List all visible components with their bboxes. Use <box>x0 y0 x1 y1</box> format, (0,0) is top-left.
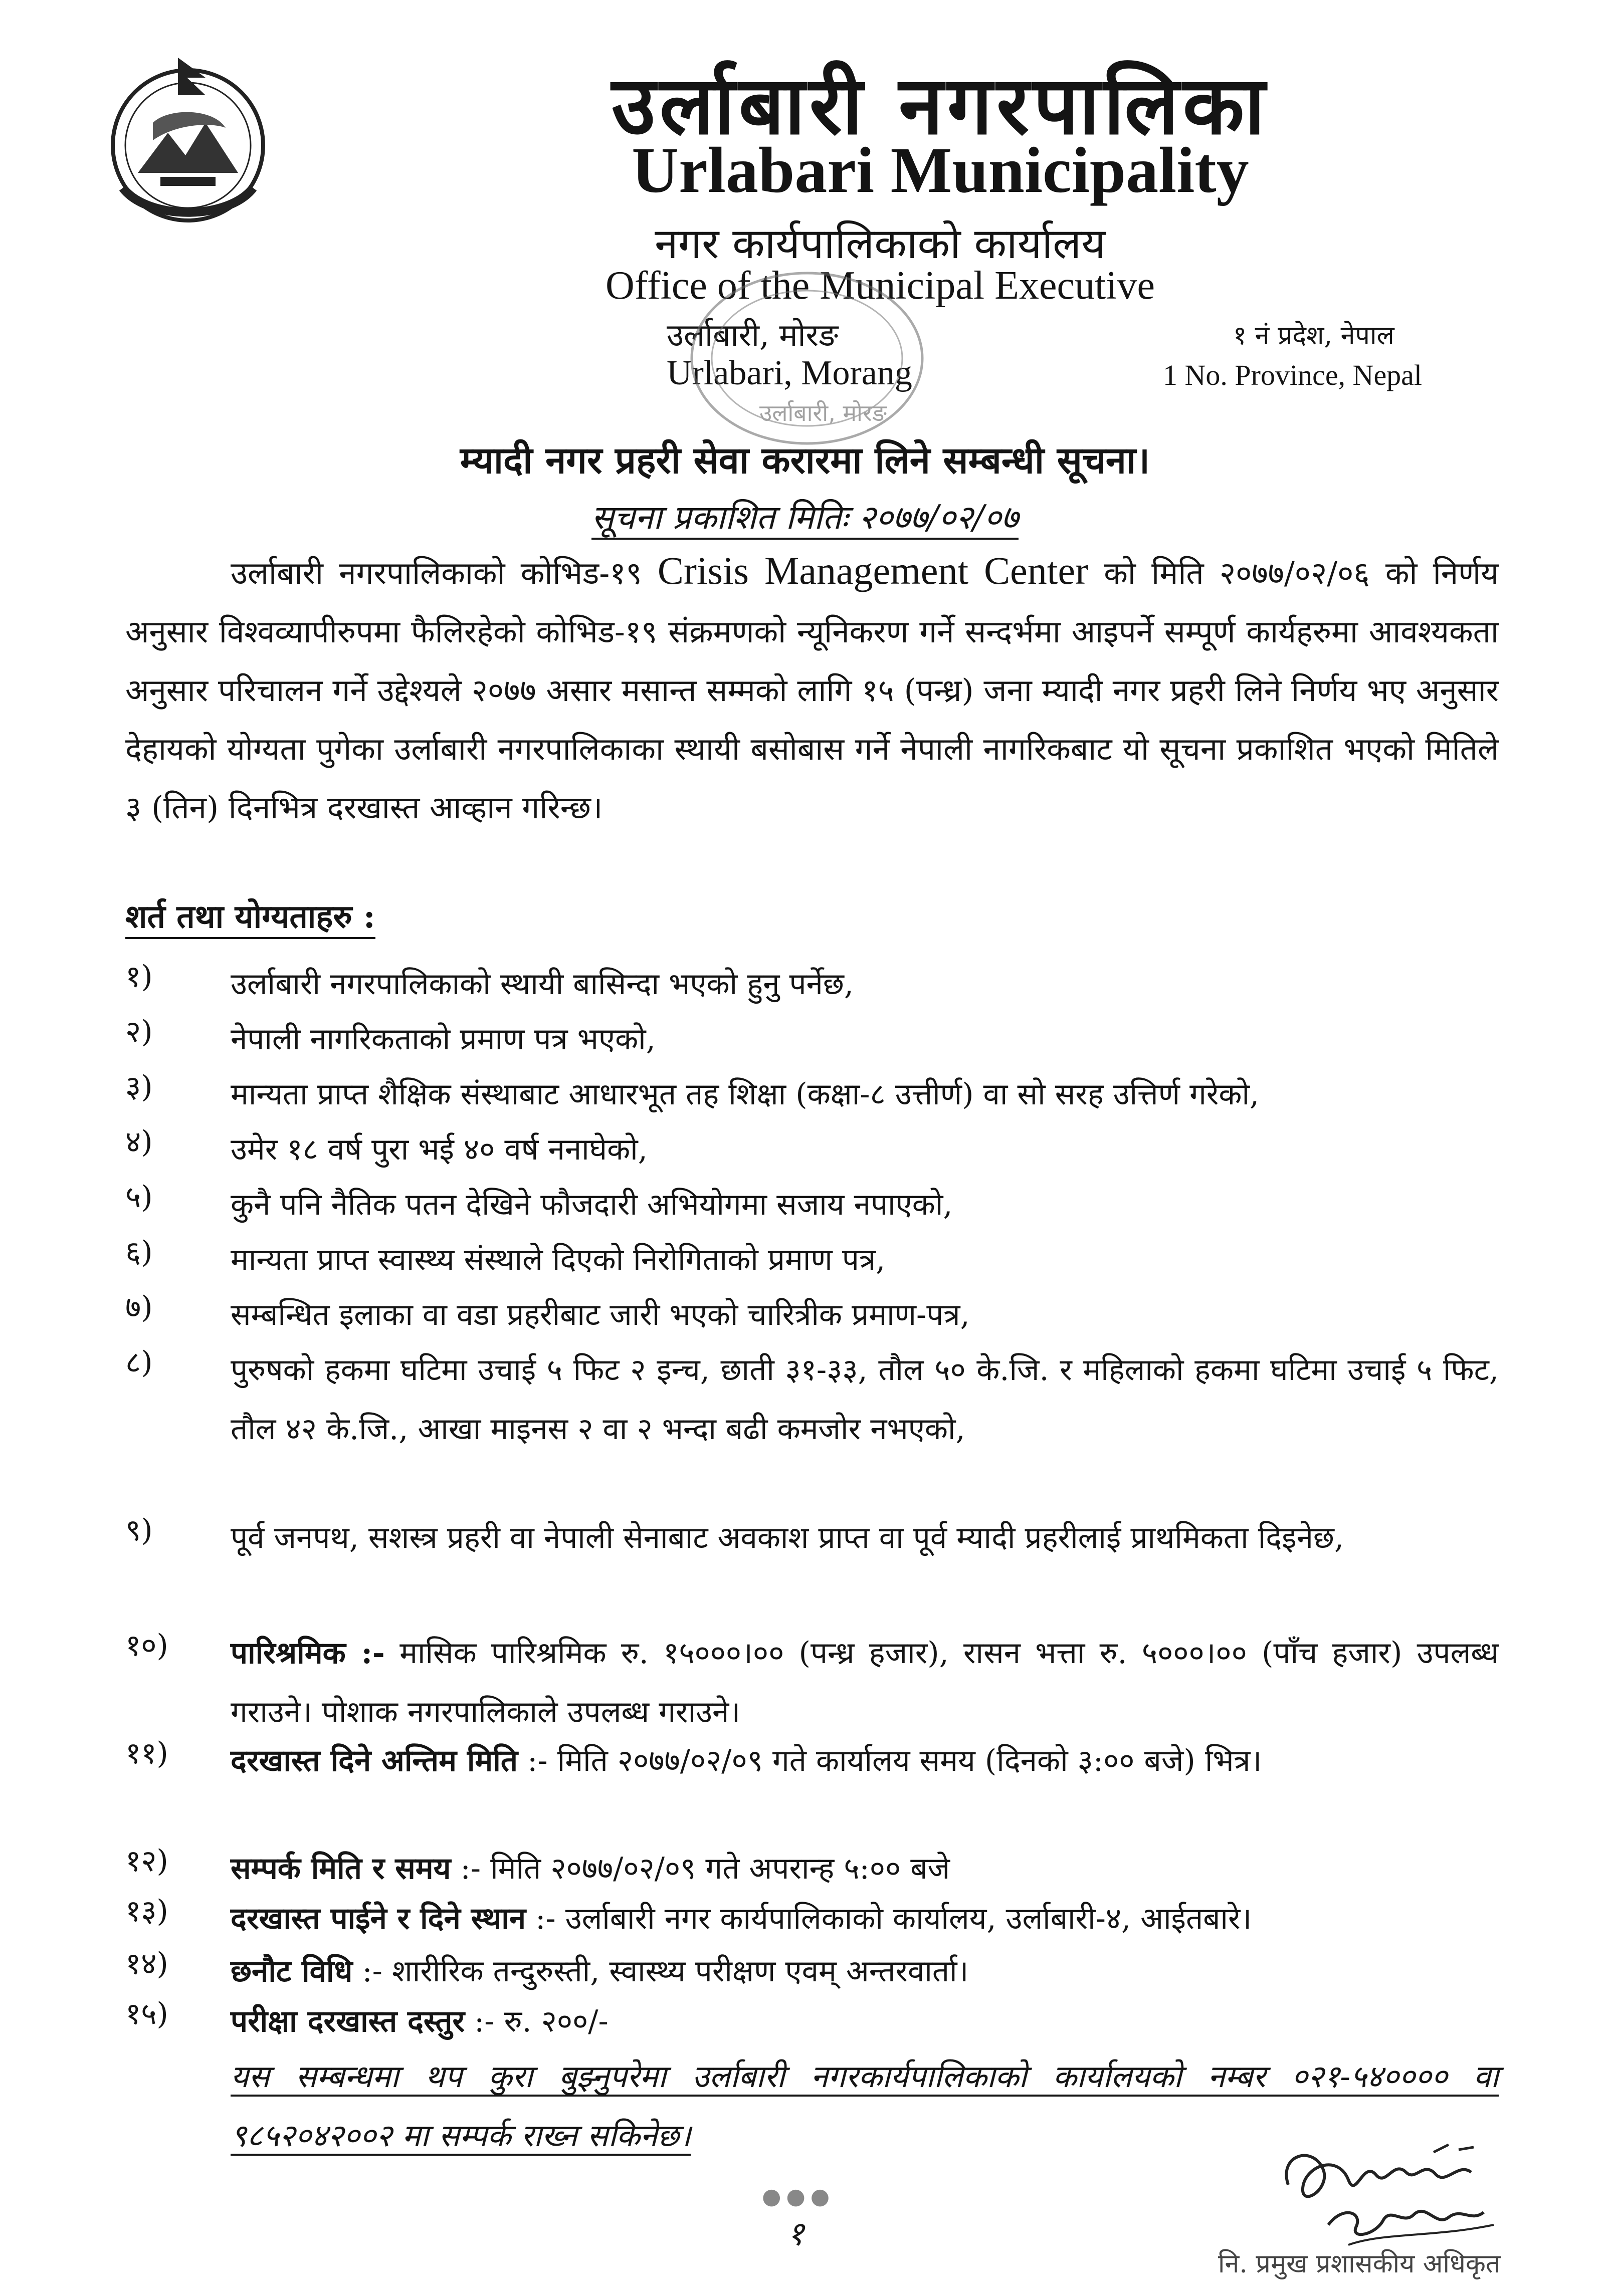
item-number: ५) <box>125 1180 153 1215</box>
item-number: १५) <box>125 1996 168 2031</box>
item-text <box>231 1340 1499 1459</box>
item-body: :- उर्लाबारी नगर कार्यपालिकाको कार्यालय, उर्लाबारी-४, आईतबारे। <box>526 1901 1252 1936</box>
item-text <box>231 1731 1499 1790</box>
signature-caption: नि. प्रमुख प्रशासकीय अधिकृत <box>1218 2249 1501 2279</box>
item-text <box>231 1010 1499 1069</box>
item-label: सम्पर्क मिति र समय <box>231 1851 451 1886</box>
item-label: दरखास्त दिने अन्तिम मिति <box>231 1743 518 1778</box>
item-text <box>231 1065 1499 1124</box>
notice-paragraph <box>125 541 1499 837</box>
item-body: कुनै पनि नैतिक पतन देखिने फौजदारी अभियोगमा सजाय नपाएको, <box>231 1187 953 1222</box>
item-number: ६) <box>125 1235 153 1270</box>
item-number: १३) <box>125 1894 168 1929</box>
province-nepali: १ नं प्रदेश, नेपाल <box>1233 321 1394 351</box>
address-english: Urlabari, Morang <box>667 354 912 392</box>
paragraph-part-2: को मिति २०७७/०२/०६ को निर्णय अनुसार विश्वव्यापीरुपमा फैलिरहेको कोभिड-१९ संक्रमणको न्यूनिकरण गर्ने सन्दर्भमा आइपर्ने सम्पूर्ण कार्यहरुमा आवश्यकता अनुसार परिचालन गर्ने उद्देश्यले २०७७ असार मसान्त सम्मको लागि १५ (पन्ध्र) जना म्यादी नगर प्रहरी लिने निर्णय भए अनुसार देहायको योग्यता पुगेका उर्लाबारी नगरपालिकाका स्थायी बसोबास गर्ने नेपाली नागरिकबाट यो सूचना प्रकाशित भएको मितिले ३ (तिन) दिनभित्र दरखास्त आव्हान गरिन्छ। <box>125 555 1499 826</box>
item-text <box>231 1508 1499 1567</box>
item-text <box>231 1230 1499 1289</box>
conditions-heading: शर्त तथा योग्यताहरु : <box>125 897 375 939</box>
item-body: पुरुषको हकमा घटिमा उचाई ५ फिट २ इन्च, छाती ३१-३३, तौल ५० के.जि. र महिलाको हकमा घटिमा उचाई ५ फिट, तौल ४२ के.जि., आखा माइनस २ वा २ भन्दा बढी कमजोर नभएको, <box>231 1352 1499 1447</box>
item-number: १०) <box>125 1628 168 1663</box>
item-number: ८) <box>125 1345 153 1380</box>
address-nepali: उर्लाबारी, मोरङ <box>667 317 839 353</box>
item-text <box>231 955 1499 1014</box>
item-number: ७) <box>125 1290 153 1325</box>
item-body: उर्लाबारी नगरपालिकाको स्थायी बासिन्दा भएको हुनु पर्नेछ, <box>231 967 854 1002</box>
item-number: १) <box>125 959 153 994</box>
item-number: ३) <box>125 1069 153 1104</box>
item-body: उमेर १८ वर्ष पुरा भई ४० वर्ष ननाघेको, <box>231 1132 648 1167</box>
province-english: 1 No. Province, Nepal <box>1163 359 1423 391</box>
published-date-text: सूचना प्रकाशित मितिः २०७७/०२/०७ <box>591 498 1019 540</box>
item-body: नेपाली नागरिकताको प्रमाण पत्र भएको, <box>231 1022 656 1057</box>
item-text <box>231 1992 1499 2051</box>
item-body: :- मिति २०७७/०२/०९ गते कार्यालय समय (दिनको ३:०० बजे) भित्र। <box>518 1743 1262 1778</box>
office-name-nepali: नगर कार्यपालिकाको कार्यालय <box>655 219 1106 268</box>
municipality-title-nepali: उर्लाबारी नगरपालिका <box>612 58 1269 152</box>
item-label: दरखास्त पाईने र दिने स्थान <box>231 1901 526 1936</box>
item-text <box>231 1175 1499 1234</box>
item-body: मान्यता प्राप्त शैक्षिक संस्थाबाट आधारभूत तह शिक्षा (कक्षा-८ उत्तीर्ण) वा सो सरह उत्तिर्ण गरेको, <box>231 1077 1260 1112</box>
item-body: सम्बन्धित इलाका वा वडा प्रहरीबाट जारी भएको चारित्रीक प्रमाण-पत्र, <box>231 1297 970 1332</box>
item-number: २) <box>125 1014 153 1049</box>
item-label: परीक्षा दरखास्त दस्तुर <box>231 2004 465 2039</box>
office-stamp <box>652 253 962 464</box>
item-number: १४) <box>125 1946 168 1981</box>
notice-title: म्यादी नगर प्रहरी सेवा करारमा लिने सम्बन्धी सूचना। <box>460 439 1150 482</box>
item-text <box>231 1889 1499 1948</box>
closing-note-text: यस सम्बन्धमा थप कुरा बुझ्नुपरेमा उर्लाबारी नगरकार्यपालिकाको कार्यालयको नम्बर ०२१-५४०००० वा ९८५२०४२००२ मा सम्पर्क राख्न सकिनेछ। <box>231 2058 1499 2156</box>
item-body: :- शारीरिक तन्दुरुस्ती, स्वास्थ्य परीक्षण एवम् अन्तरवार्ता। <box>352 1954 969 1989</box>
paragraph-part-1: उर्लाबारी नगरपालिकाको कोभिड-१९ <box>231 555 658 591</box>
item-body: मान्यता प्राप्त स्वास्थ्य संस्थाले दिएको निरोगिताको प्रमाण पत्र, <box>231 1242 886 1277</box>
item-number: ९) <box>125 1513 153 1548</box>
item-number: ४) <box>125 1124 153 1160</box>
item-text <box>231 1285 1499 1344</box>
item-body: मासिक पारिश्रमिक रु. १५०००।०० (पन्ध्र हजार), रासन भत्ता रु. ५०००।०० (पाँच हजार) उपलब्ध गराउने। पोशाक नगरपालिकाले उपलब्ध गराउने। <box>231 1636 1499 1730</box>
office-name-english: Office of the Municipal Executive <box>606 264 1155 308</box>
item-text <box>231 1624 1499 1742</box>
municipality-title-english: Urlabari Municipality <box>632 134 1249 206</box>
page-dots: ●●● <box>762 2184 835 2209</box>
item-body: पूर्व जनपथ, सशस्त्र प्रहरी वा नेपाली सेनाबाट अवकाश प्राप्त वा पूर्व म्यादी प्रहरीलाई प्राथमिकता दिइनेछ, <box>231 1520 1344 1555</box>
item-body: :- रु. २००/- <box>465 2004 609 2039</box>
item-label: छनौट विधि <box>231 1954 353 1989</box>
published-date <box>0 494 1610 539</box>
page-number: १ <box>787 2214 804 2253</box>
item-body: :- मिति २०७७/०२/०९ गते अपरान्ह ५:०० बजे <box>451 1851 950 1886</box>
item-label: पारिश्रमिक :- <box>231 1636 385 1671</box>
item-number: १२) <box>125 1844 168 1879</box>
crisis-center-name: Crisis Management Center <box>657 549 1089 592</box>
item-text <box>231 1120 1499 1179</box>
stamp-text: उर्लाबारी, मोरङ <box>759 399 887 426</box>
item-number: ११) <box>125 1736 168 1771</box>
